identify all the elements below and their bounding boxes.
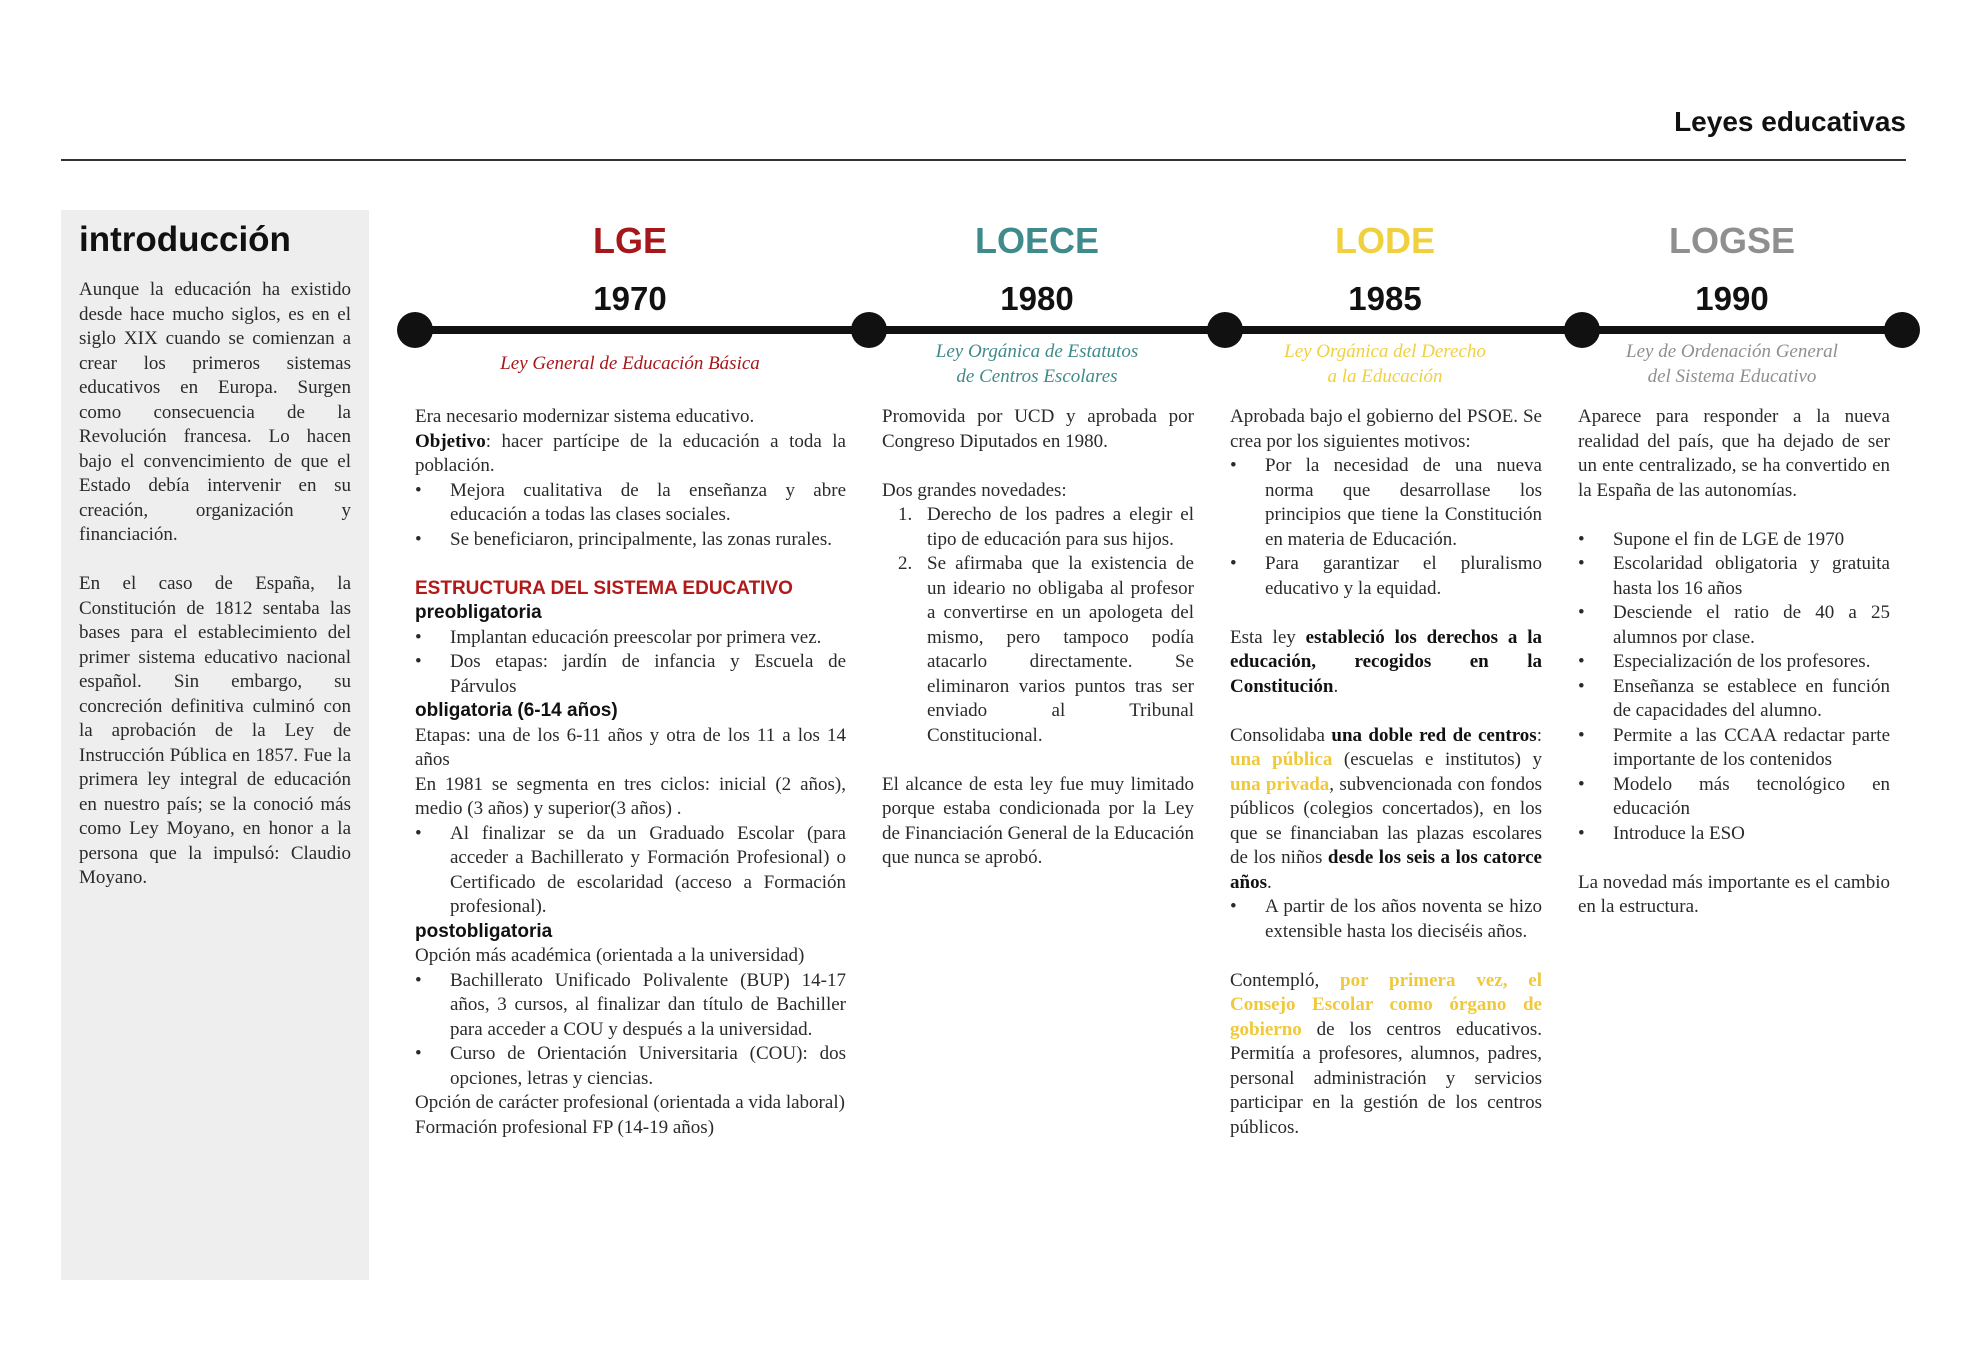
loece-novelties: Dos grandes novedades:: [882, 479, 1067, 501]
lode-rights: Esta ley estableció los derechos a la educación, recogidos en la Constitución.: [1230, 626, 1542, 697]
law-abbr-loece: LOECE: [974, 220, 1099, 261]
obligatoria-stages: Etapas: una de los 6-11 años y otra de los 11 a los 14 años: [415, 724, 846, 770]
logse-conclusion: La novedad más importante es el cambio en la estructura.: [1578, 871, 1890, 917]
law-abbr-lode: LODE: [1334, 220, 1435, 261]
loece-scope: El alcance de esta ley fue muy limitado porque estaba condicionada por la Ley de Financiación General de la Educación que nunca se aprobó.: [882, 773, 1194, 868]
lge-column: [415, 405, 846, 1140]
list-item: • Curso de Orientación Universitaria (COU): dos opciones, letras y ciencias.: [450, 1042, 846, 1091]
list-item: • Modelo más tecnológico en educación: [1613, 773, 1890, 822]
structure-title: ESTRUCTURA DEL SISTEMA EDUCATIVO: [415, 577, 793, 599]
list-item: • Por la necesidad de una nueva norma que desarrollase los principios que tiene la Constitución en materia de Educación.: [1265, 454, 1542, 552]
law-abbr-logse: LOGSE: [1668, 220, 1796, 261]
preobligatoria-list: [415, 626, 846, 700]
lge-intro: Era necesario modernizar sistema educativo.: [415, 406, 755, 427]
list-item: • Dos etapas: jardín de infancia y Escuela de Párvulos: [450, 650, 846, 699]
list-item: • Especialización de los profesores.: [1613, 650, 1890, 675]
timeline-line: [414, 326, 1904, 334]
lge-bullets: [415, 479, 846, 553]
postobligatoria-professional: Opción de carácter profesional (orientada a vida laboral): [415, 1092, 845, 1113]
postobligatoria-academic: Opción más académica (orientada a la universidad): [415, 945, 805, 966]
law-year-lode: 1985: [1348, 280, 1422, 317]
logse-intro: Aparece para responder a la nueva realidad del país, que ha dejado de ser un ente centralizado, se ha convertido en la España de las autonomías.: [1578, 406, 1890, 501]
loece-column: [882, 405, 1194, 871]
lode-council: Contempló, por primera vez, el Consejo Escolar como órgano de gobierno de los centros educativos. Permitía a profesores, alumnos, padres, personal administración y servicios participar en la gestión de los centros públicos.: [1230, 969, 1542, 1138]
list-item: • Escolaridad obligatoria y gratuita hasta los 16 años: [1613, 552, 1890, 601]
law-year-loece: 1980: [1000, 280, 1074, 317]
list-item: • Implantan educación preescolar por primera vez.: [450, 626, 846, 651]
page-title: Leyes educativas: [1674, 106, 1906, 137]
logse-column: [1578, 405, 1890, 920]
list-item: • Supone el fin de LGE de 1970: [1613, 528, 1890, 553]
law-year-logse: 1990: [1695, 280, 1769, 317]
list-item: • A partir de los años noventa se hizo extensible hasta los dieciséis años.: [1265, 895, 1542, 944]
list-item: • Introduce la ESO: [1613, 822, 1890, 847]
obligatoria-list: [415, 822, 846, 920]
law-name-lode: Ley Orgánica del Derecho a la Educación: [1284, 341, 1486, 387]
law-name-logse: Ley de Ordenación General del Sistema Educativo: [1626, 341, 1838, 387]
header-divider: [61, 159, 1906, 161]
law-name-lge: Ley General de Educación Básica: [500, 353, 760, 374]
list-item: • Al finalizar se da un Graduado Escolar (para acceder a Bachillerato y Formación Profesional) o Certificado de escolaridad (acceso a Formación profesional).: [450, 822, 846, 920]
postobligatoria-list: [415, 969, 846, 1092]
postobligatoria-heading: postobligatoria: [415, 920, 553, 942]
lode-extension: [1230, 895, 1542, 944]
list-item: • Mejora cualitativa de la enseñanza y abre educación a todas las clases sociales.: [450, 479, 846, 528]
loece-intro: Promovida por UCD y aprobada por Congreso Diputados en 1980.: [882, 406, 1194, 452]
intro-paragraph-2: En el caso de España, la Constitución de 1812 sentaba las bases para el establecimiento del primer sistema educativo nacional español. Sin embargo, su concreción definitiva culminó con la aprobación de la Ley de Instrucción Pública en 1857. Fue la primera ley integral de educación en nuestro país; se la conoció más como Ley Moyano, en honor a la persona que la impulsó: Claudio Moyano.: [79, 573, 351, 888]
logse-list: [1578, 528, 1890, 847]
lge-objective: Objetivo: hacer partícipe de la educación a toda la población.: [415, 430, 846, 476]
obligatoria-heading: obligatoria (6-14 años): [415, 700, 618, 721]
law-name-loece: Ley Orgánica de Estatutos de Centros Escolares: [935, 341, 1139, 387]
lode-network: Consolidaba una doble red de centros: una pública (escuelas e institutos) y una privada, subvencionada con fondos públicos (colegios concertados), en los que se financiaban las plazas escolares de los niños desde los seis a los catorce años.: [1230, 724, 1543, 893]
obligatoria-cycles: En 1981 se segmenta en tres ciclos: inicial (2 años), medio (3 años) y superior(3 años) .: [415, 773, 846, 819]
intro-paragraph-1: Aunque la educación ha existido desde hace mucho siglos, es en el siglo XIX cuando se comienzan a crear los primeros sistemas educativos en Europa. Surgen como consecuencia de la Revolución francesa. Lo hacen bajo el convencimiento de que el Estado debía intervenir en su creación, organización y financiación.: [79, 279, 351, 545]
list-item: • Desciende el ratio de 40 a 25 alumnos por clase.: [1613, 601, 1890, 650]
list-item: • Permite a las CCAA redactar parte importante de los contenidos: [1613, 724, 1890, 773]
intro-title: introducción: [79, 220, 291, 259]
law-abbr-lge: LGE: [592, 220, 667, 261]
intro-panel: [61, 210, 369, 1280]
lode-intro: Aprobada bajo el gobierno del PSOE. Se crea por los siguientes motivos:: [1230, 406, 1542, 452]
timeline-dot: [397, 312, 433, 348]
lode-column: [1230, 405, 1542, 1140]
law-year-lge: 1970: [593, 280, 667, 317]
list-item: • Enseñanza se establece en función de capacidades del alumno.: [1613, 675, 1890, 724]
preobligatoria-heading: preobligatoria: [415, 602, 542, 623]
lode-motives: [1230, 454, 1542, 601]
list-item: • Para garantizar el pluralismo educativo y la equidad.: [1265, 552, 1542, 601]
postobligatoria-fp: Formación profesional FP (14-19 años): [415, 1116, 715, 1138]
list-item: • Se beneficiaron, principalmente, las zonas rurales.: [450, 528, 846, 553]
list-item: • Bachillerato Unificado Polivalente (BUP) 14-17 años, 3 cursos, al finalizar dan título de Bachiller para acceder a COU y después a la universidad.: [450, 969, 846, 1043]
list-item: 2. Se afirmaba que la existencia de un ideario no obligaba al profesor a convertirse en un apologeta del mismo, pero tampoco podía atacarlo directamente. Se eliminaron varios puntos tras ser enviado al Tribunal Constitucional.: [917, 552, 1194, 748]
loece-list: [882, 503, 1194, 748]
list-item: 1. Derecho de los padres a elegir el tipo de educación para sus hijos.: [917, 503, 1194, 552]
